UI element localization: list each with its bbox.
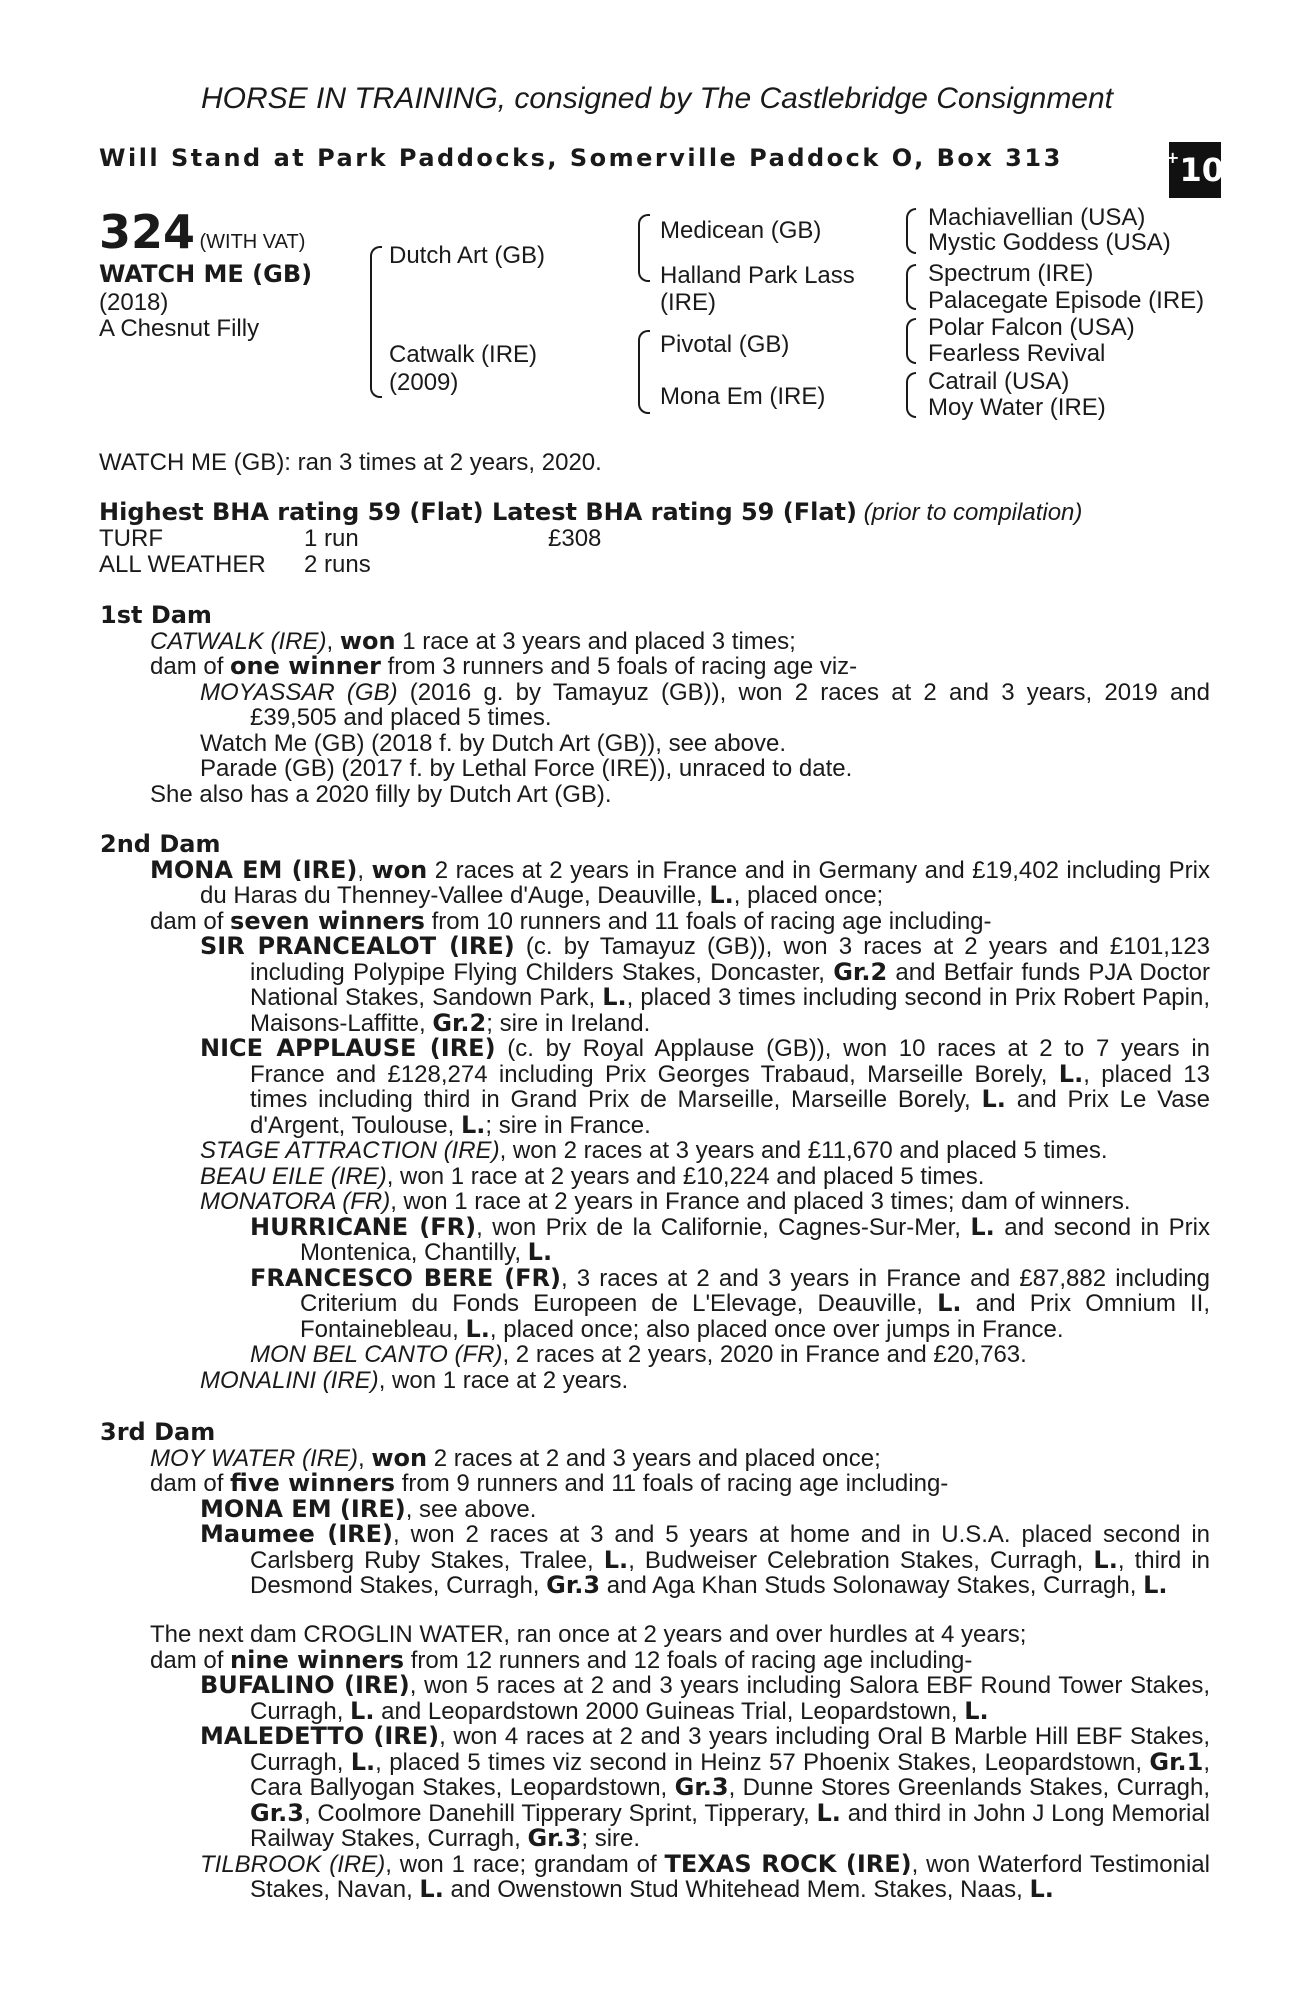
progeny-maledetto: MALEDETTO (IRE) xyxy=(200,1722,440,1750)
granddam-1: Mystic Goddess (USA) xyxy=(928,229,1171,256)
badge-plus: + xyxy=(1166,148,1180,167)
stand-location: Will Stand at Park Paddocks, Somerville Paddock O, Box 313 xyxy=(99,144,1063,172)
sire: Dutch Art (GB) xyxy=(389,242,546,269)
aw-label: ALL WEATHER xyxy=(99,551,266,578)
progeny-sir-prancealot: SIR PRANCEALOT (IRE) xyxy=(200,932,515,960)
first-dam-section: 1st Dam CATWALK (IRE), won 1 race at 3 years and placed 3 times; dam of one winner from 3 runners and 5 foals of racing age viz- MOYASSAR (GB) (2016 g. by Tamayuz (GB)), won 2 races at 2 and 3 years, 2019 and £39,505 and placed 5 times. Watch Me (GB) (2018 f. by Dutch Art (GB)), see above. Parade (GB) (2017 f. by Lethal Force (IRE)), unraced to date. She also has a 2020 filly by Dutch Art (GB). xyxy=(100,601,1210,808)
progeny-parade: Parade (GB) (2017 f. by Lethal Force (IRE)), unraced to date. xyxy=(200,755,853,782)
third-dam-section: 3rd Dam MOY WATER (IRE), won 2 races at 2 and 3 years and placed once; dam of five winners from 9 runners and 11 foals of racing age including- MONA EM (IRE), see above. Maumee (IRE), won 2 races at 3 and 5 years at home and in U.S.A. placed second in Carlsberg Ruby Stakes, Tralee, L., Budweiser Celebration Stakes, Curragh, L., third in Desmond Stakes, Curragh, Gr.3 and Aga Khan Studs Solonaway Stakes, Curragh, L. xyxy=(100,1418,1211,1599)
grandsire-2: Spectrum (IRE) xyxy=(928,260,1094,287)
badge-number: 10 xyxy=(1179,151,1224,189)
pedigree-brace-sire xyxy=(638,214,650,282)
second-dam-heading: 2nd Dam xyxy=(100,830,221,858)
first-dam-heading: 1st Dam xyxy=(100,601,212,629)
progeny-mon-bel-canto: MON BEL CANTO (FR) xyxy=(250,1341,503,1368)
lot-badge xyxy=(1166,142,1224,198)
race-summary: WATCH ME (GB): ran 3 times at 2 years, 2020. xyxy=(99,449,602,476)
sire-sire: Medicean (GB) xyxy=(660,217,822,244)
lot-info xyxy=(99,205,305,259)
progeny-francesco-bere: FRANCESCO BERE (FR) xyxy=(250,1263,561,1292)
next-dam-intro: The next dam CROGLIN WATER, ran once at 2 years and over hurdles at 4 years; xyxy=(150,1621,1027,1648)
grandsire-1: Machiavellian (USA) xyxy=(928,204,1146,231)
grandprogeny-texas-rock: TEXAS ROCK (IRE) xyxy=(664,1849,912,1878)
progeny-bufalino: BUFALINO (IRE) xyxy=(200,1671,410,1699)
dam-year: (2009) xyxy=(389,369,459,396)
dam-dam: Mona Em (IRE) xyxy=(660,383,826,410)
progeny-monalini: MONALINI (IRE) xyxy=(200,1366,379,1394)
dam-name: Catwalk (IRE) xyxy=(389,341,538,368)
grandsire-4: Catrail (USA) xyxy=(928,368,1070,395)
dam-sire: Pivotal (GB) xyxy=(660,331,790,358)
second-dam-name: MONA EM (IRE) xyxy=(150,855,358,884)
progeny-beau-eile: BEAU EILE (IRE) xyxy=(200,1162,387,1190)
bha-rating xyxy=(99,500,1082,526)
page-header: HORSE IN TRAINING, consigned by The Castlebridge Consignment xyxy=(200,82,1114,115)
sire-dam-line2: (IRE) xyxy=(660,289,716,316)
progeny-monatora: MONATORA (FR) xyxy=(200,1188,391,1215)
progeny-moyassar: MOYASSAR (GB) xyxy=(200,678,398,706)
bha-rating-value: Highest BHA rating 59 (Flat) Latest BHA rating 59 (Flat) xyxy=(99,498,857,526)
progeny-hurricane: HURRICANE (FR) xyxy=(250,1212,477,1241)
lot-number: 324 xyxy=(99,205,196,259)
pedigree-brace-g3 xyxy=(906,318,916,364)
second-dam-section: 2nd Dam MONA EM (IRE), won 2 races at 2 years in France and in Germany and £19,402 including Prix du Haras du Thenney-Vallee d'Auge, Deauville, L., placed once; dam of seven winners from 10 runners and 11 foals of racing age including- SIR PRANCEALOT (IRE) (c. by Tamayuz (GB)), won 3 races at 2 years and £101,123 including Polypipe Flying Childers Stakes, Doncaster, Gr.2 and Betfair funds PJA Doctor National Stakes, Sandown Park, L., placed 3 times including second in Prix Robert Papin, Maisons-Laffitte, Gr.2; sire in Ireland. NICE APPLAUSE (IRE) (c. by Royal Applause (GB)), won 10 races at 2 to 7 years in France and £128,274 including Prix Georges Trabaud, Marseille Borely, L., placed 13 times including third in Grand Prix de Marseille, Marseille Borely, L. and Prix Le Vase d'Argent, Toulouse, L.; sire in France. STAGE ATTRACTION (IRE), won 2 races at 3 years and £11,670 and placed 5 times. BEAU EILE (IRE), won 1 race at 2 years and £10,224 and placed 5 times. MONATORA (FR), won 1 race at 2 years in France and placed 3 times; dam of winners. HURRICANE (FR), won Prix de la Californie, Cagnes-Sur-Mer, L. and second in Prix Montenica, Chantilly, L. FRANCESCO BERE (FR), 3 races at 2 and 3 years in France and £87,882 including Criterium du Fonds Europeen de L'Elevage, Deauville, L. and Prix Omnium II, Fontainebleau, L., placed once; also placed once over jumps in France. MON BEL CANTO (FR), 2 races at 2 years, 2020 in France and £20,763. MONALINI (IRE), won 1 race at 2 years. xyxy=(100,830,1211,1394)
pedigree-brace-gen1 xyxy=(370,246,382,398)
progeny-watch-me: Watch Me (GB) (2018 f. by Dutch Art (GB)), see above. xyxy=(200,729,786,757)
progeny-stage-attraction: STAGE ATTRACTION (IRE) xyxy=(200,1137,500,1164)
progeny-nice-applause: NICE APPLAUSE (IRE) xyxy=(200,1034,496,1062)
sire-dam-line1: Halland Park Lass xyxy=(660,262,855,289)
bha-rating-note: (prior to compilation) xyxy=(863,499,1083,526)
progeny-2020: She also has a 2020 filly by Dutch Art (GB). xyxy=(150,780,612,808)
pedigree-brace-g2 xyxy=(906,264,916,310)
horse-description: A Chesnut Filly xyxy=(99,315,260,342)
progeny-mona-em: MONA EM (IRE) xyxy=(200,1494,406,1523)
turf-prize: £308 xyxy=(548,525,602,552)
pedigree-brace-g1 xyxy=(906,208,916,254)
granddam-2: Palacegate Episode (IRE) xyxy=(928,287,1205,314)
first-dam-name: CATWALK (IRE) xyxy=(150,627,327,655)
pedigree-brace-dam xyxy=(638,330,650,414)
pedigree-brace-g4 xyxy=(906,372,916,418)
horse-name: WATCH ME (GB) xyxy=(99,260,313,288)
progeny-maumee: Maumee (IRE) xyxy=(200,1520,394,1548)
turf-runs: 1 run xyxy=(304,525,359,552)
foaling-year: (2018) xyxy=(99,289,169,316)
third-dam-name: MOY WATER (IRE) xyxy=(150,1444,359,1472)
granddam-4: Moy Water (IRE) xyxy=(928,394,1106,421)
vat-note: (WITH VAT) xyxy=(199,231,306,253)
turf-label: TURF xyxy=(99,525,163,552)
granddam-3: Fearless Revival xyxy=(928,340,1106,367)
next-dam-section: The next dam CROGLIN WATER, ran once at 2 years and over hurdles at 4 years; dam of nine winners from 12 runners and 12 foals of racing age including- BUFALINO (IRE), won 5 races at 2 and 3 years including Salora EBF Round Tower Stakes, Curragh, L. and Leopardstown 2000 Guineas Trial, Leopardstown, L. MALEDETTO (IRE), won 4 races at 2 and 3 years including Oral B Marble Hill EBF Stakes, Curragh, L., placed 5 times viz second in Heinz 57 Phoenix Stakes, Leopardstown, Gr.1, Cara Ballyogan Stakes, Leopardstown, Gr.3, Dunne Stores Greenlands Stakes, Curragh, Gr.3, Coolmore Danehill Tipperary Sprint, Tipperary, L. and third in John J Long Memorial Railway Stakes, Curragh, Gr.3; sire. TILBROOK (IRE), won 1 race; grandam of TEXAS ROCK (IRE), won Waterford Testimonial Stakes, Navan, L. and Owenstown Stud Whitehead Mem. Stakes, Naas, L. xyxy=(100,1622,1210,1903)
progeny-tilbrook: TILBROOK (IRE) xyxy=(200,1850,386,1878)
third-dam-heading: 3rd Dam xyxy=(100,1418,216,1446)
grandsire-3: Polar Falcon (USA) xyxy=(928,314,1135,341)
aw-runs: 2 runs xyxy=(304,551,371,578)
